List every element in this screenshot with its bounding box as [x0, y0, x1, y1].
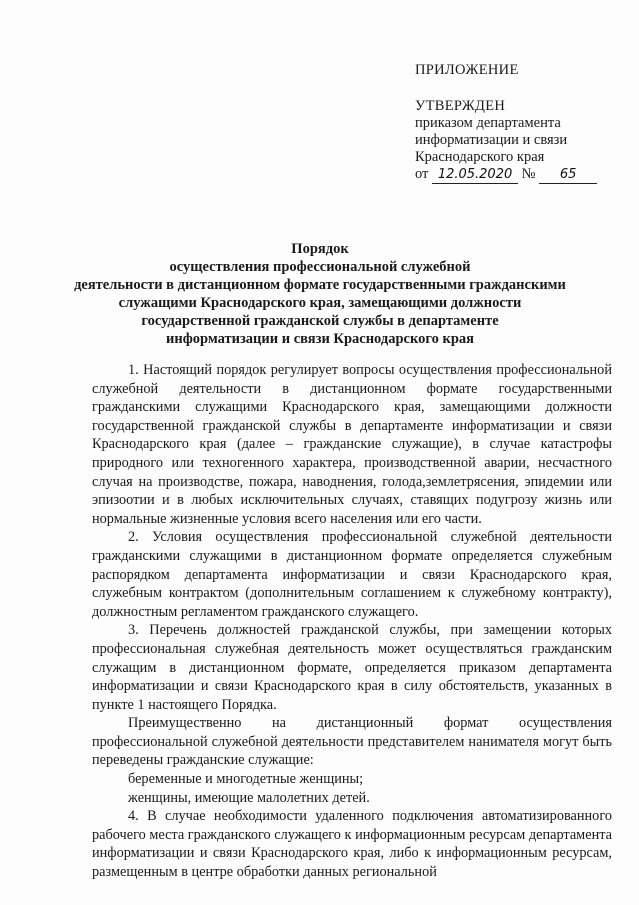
paragraph-5: 4. В случае необходимости удаленного подключения автоматизированного рабочего места гражданского служащего к информационным ресурсам департамента информатизации и связи Краснодарского края, либо к информационным ресурсам, размещенным в центре обработки данных региональной — [92, 808, 612, 881]
title-line-1: Порядок — [291, 241, 349, 257]
number-sign: № — [521, 166, 536, 182]
date-prefix: от — [415, 166, 429, 182]
order-number: 65 — [539, 166, 597, 184]
title-line-5: государственной гражданской службы в департаменте — [141, 313, 499, 329]
title-line-2: осуществления профессиональной служебной — [169, 259, 471, 275]
title-line-3: деятельности в дистанционном формате государственными гражданскими — [74, 277, 566, 293]
list-item-pregnant: беременные и многодетные женщины; — [128, 771, 364, 788]
order-date: 12.05.2020 — [432, 166, 518, 184]
paragraph-3: 3. Перечень должностей гражданской службы, при замещении которых профессиональная служебная деятельность может осуществляться гражданским служащим в дистанционном формате, определяется приказом департамента информатизации и связи Краснодарского края в силу обстоятельств, указанных в пункте 1 настоящего Порядка. — [92, 622, 612, 713]
document-body — [92, 361, 612, 882]
title-line-6: информатизации и связи Краснодарского края — [166, 331, 474, 347]
approval-line-2: информатизации и связи — [415, 132, 568, 148]
approved-label: УТВЕРЖДЕН — [415, 98, 506, 114]
paragraph-4: Преимущественно на дистанционный формат осуществления профессиональной служебной деятельности представителем нанимателя могут быть переведены гражданские служащие: — [92, 715, 612, 769]
approval-block — [415, 62, 625, 184]
document-title — [70, 240, 570, 348]
approval-line-3: Краснодарского края — [415, 149, 545, 165]
order-date-row — [415, 166, 625, 184]
approval-line-1: приказом департамента — [415, 115, 561, 131]
paragraph-1: 1. Настоящий порядок регулирует вопросы осуществления профессиональной служебной деятельности в дистанционном формате государственными гражданскими служащими Краснодарского края, замещающими должности государственной гражданской службы в департаменте информатизации и связи Краснодарского края (далее – гражданские служащие), в случае катастрофы природного или техногенного характера, производственной аварии, несчастного случая на производстве, пожара, наводнения, голода,землетрясения, эпидемии или эпизоотии и в любых исключительных случаях, ставящих подугрозу жизнь или нормальные жизненные условия всего населения или его части. — [92, 362, 612, 527]
list-item-mothers: женщины, имеющие малолетних детей. — [128, 789, 370, 806]
title-line-4: служащими Краснодарского края, замещающими должности — [118, 295, 522, 311]
paragraph-2: 2. Условия осуществления профессиональной служебной деятельности гражданскими служащими в дистанционном формате определяется служебным распорядком департамента информатизации и связи Краснодарского края, служебным контрактом (дополнительным соглашением к служебному контракту), должностным регламентом гражданского служащего. — [92, 529, 612, 620]
appendix-label: ПРИЛОЖЕНИЕ — [415, 62, 519, 78]
